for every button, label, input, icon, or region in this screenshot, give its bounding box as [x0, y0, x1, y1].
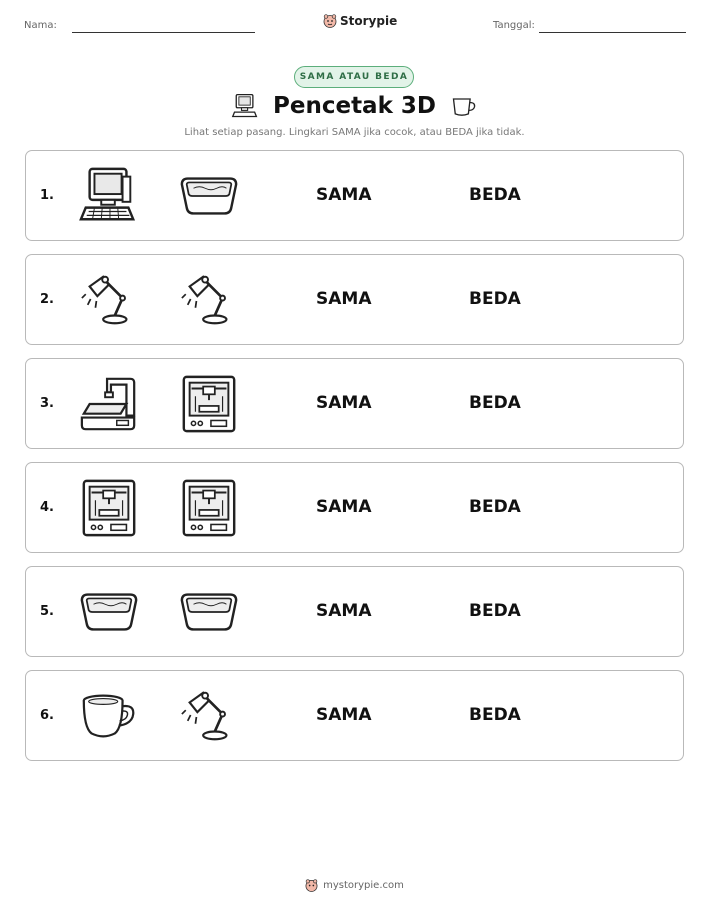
option-different[interactable]: BEDA — [469, 497, 521, 517]
row-number: 3. — [40, 396, 54, 411]
pair-picture-left — [78, 685, 140, 747]
computer-icon — [78, 165, 140, 227]
row-number: 1. — [40, 188, 54, 203]
brand-logo — [323, 14, 397, 28]
pair-picture-left — [78, 581, 140, 643]
option-different[interactable]: BEDA — [469, 705, 521, 725]
pair-row-3 — [25, 358, 684, 449]
row-number: 5. — [40, 604, 54, 619]
option-different[interactable]: BEDA — [469, 601, 521, 621]
footer — [0, 879, 709, 892]
row-number: 2. — [40, 292, 54, 307]
pair-row-5 — [25, 566, 684, 657]
cup-icon — [450, 92, 478, 120]
printer-3d-icon — [78, 477, 140, 539]
brand-name: Storypie — [340, 14, 398, 28]
option-different[interactable]: BEDA — [469, 185, 521, 205]
tray-icon — [178, 581, 240, 643]
pair-picture-left — [78, 269, 140, 331]
pair-picture-right — [178, 373, 240, 435]
name-line[interactable] — [72, 32, 255, 33]
pair-row-4 — [25, 462, 684, 553]
option-same[interactable]: SAMA — [316, 393, 372, 413]
storypie-mascot-icon — [305, 879, 318, 892]
pair-picture-left — [78, 477, 140, 539]
row-number: 4. — [40, 500, 54, 515]
option-different[interactable]: BEDA — [469, 393, 521, 413]
desk-lamp-icon — [78, 269, 140, 331]
name-label: Nama: — [24, 20, 57, 31]
date-label: Tanggal: — [493, 20, 535, 31]
pair-picture-right — [178, 269, 240, 331]
page-title: Pencetak 3D — [273, 93, 436, 119]
instructions: Lihat setiap pasang. Lingkari SAMA jika cocok, atau BEDA jika tidak. — [184, 127, 525, 138]
option-different[interactable]: BEDA — [469, 289, 521, 309]
desk-lamp-icon — [178, 269, 240, 331]
tray-icon — [78, 581, 140, 643]
computer-icon — [231, 92, 259, 120]
option-same[interactable]: SAMA — [316, 601, 372, 621]
row-number: 6. — [40, 708, 54, 723]
cup-icon — [78, 685, 140, 747]
pair-picture-right — [178, 581, 240, 643]
printer-3d-icon — [178, 477, 240, 539]
option-same[interactable]: SAMA — [316, 497, 372, 517]
scale-icon — [78, 373, 140, 435]
printer-3d-icon — [178, 373, 240, 435]
title-row — [0, 92, 709, 120]
pair-row-2 — [25, 254, 684, 345]
pair-picture-right — [178, 685, 240, 747]
activity-badge: SAMA ATAU BEDA — [294, 66, 414, 88]
option-same[interactable]: SAMA — [316, 185, 372, 205]
pair-picture-right — [178, 165, 240, 227]
tray-icon — [178, 165, 240, 227]
footer-url: mystorypie.com — [323, 880, 404, 891]
desk-lamp-icon — [178, 685, 240, 747]
date-line[interactable] — [539, 32, 686, 33]
pair-picture-left — [78, 373, 140, 435]
worksheet-header — [0, 0, 709, 50]
storypie-mascot-icon — [323, 14, 337, 28]
option-same[interactable]: SAMA — [316, 289, 372, 309]
pair-row-1 — [25, 150, 684, 241]
option-same[interactable]: SAMA — [316, 705, 372, 725]
pair-picture-right — [178, 477, 240, 539]
pair-row-6 — [25, 670, 684, 761]
pair-picture-left — [78, 165, 140, 227]
